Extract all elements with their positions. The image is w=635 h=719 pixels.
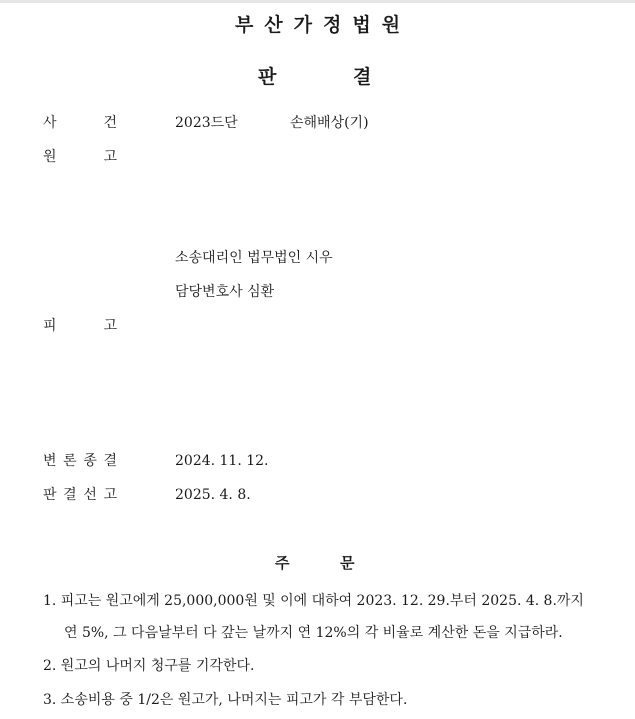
order-word: 29.부터 bbox=[427, 593, 477, 609]
judgment-date: 2025. 4. 8. bbox=[175, 487, 251, 503]
hearing-closed-label-char: 종 bbox=[83, 453, 97, 469]
order-word: 1. bbox=[43, 593, 57, 609]
judgment-date-label-char: 선 bbox=[83, 487, 97, 503]
plaintiff-label bbox=[43, 148, 117, 166]
judgment-date-label-char: 결 bbox=[63, 487, 77, 503]
order-word: 피고는 bbox=[60, 593, 102, 609]
document-title-part1: 판 bbox=[258, 66, 277, 88]
order-item-3: 3. 소송비용 중 1/2은 원고가, 나머지는 피고가 각 부담한다. bbox=[43, 692, 408, 708]
defendant-label-char: 피 bbox=[43, 318, 57, 334]
defendant-label bbox=[43, 317, 117, 335]
court-name: 부산가정법원 bbox=[234, 14, 412, 36]
page-top-edge bbox=[0, 0, 635, 3]
order-title-part1: 주 bbox=[275, 554, 290, 572]
hearing-closed-label bbox=[43, 452, 117, 470]
judgment-date-label-char: 고 bbox=[103, 487, 117, 503]
judgment-date-label bbox=[43, 486, 117, 504]
order-word: 12. bbox=[401, 593, 424, 609]
hearing-closed-date: 2024. 11. 12. bbox=[175, 453, 269, 469]
case-label bbox=[43, 114, 117, 132]
hearing-closed-label-char: 론 bbox=[63, 453, 77, 469]
order-word: 25,000,000원 bbox=[164, 593, 258, 609]
order-word: 이에 bbox=[280, 593, 308, 609]
order-item-2: 2. 원고의 나머지 청구를 기각한다. bbox=[43, 658, 255, 674]
case-number: 2023드단 bbox=[175, 115, 238, 131]
order-item-1-line-1 bbox=[43, 592, 584, 610]
hearing-closed-label-char: 변 bbox=[43, 453, 57, 469]
case-label-char: 사 bbox=[43, 115, 57, 131]
plaintiff-label-char: 원 bbox=[43, 149, 57, 165]
case-claim: 손해배상(기) bbox=[290, 115, 369, 131]
order-item-1-line-2: 연 5%, 그 다음날부터 다 갚는 날까지 연 12%의 각 비율로 계산한 돈을 지급하라. bbox=[64, 625, 563, 641]
order-word: 2025. bbox=[481, 593, 522, 609]
hearing-closed-label-char: 결 bbox=[103, 453, 117, 469]
case-label-char: 건 bbox=[103, 115, 117, 131]
plaintiff-label-char: 고 bbox=[103, 149, 117, 165]
plaintiff-attorney: 담당변호사 심환 bbox=[175, 284, 275, 300]
order-word: 8.까지 bbox=[543, 593, 584, 609]
order-word: 및 bbox=[262, 593, 276, 609]
defendant-label-char: 고 bbox=[103, 318, 117, 334]
order-title-part2: 문 bbox=[340, 554, 355, 572]
order-word: 4. bbox=[525, 593, 540, 609]
plaintiff-counsel: 소송대리인 법무법인 시우 bbox=[175, 250, 333, 266]
judgment-date-label-char: 판 bbox=[43, 487, 57, 503]
order-word: 원고에게 bbox=[105, 593, 160, 609]
order-word: 대하여 bbox=[311, 593, 353, 609]
document-title-part2: 결 bbox=[353, 66, 372, 88]
order-word: 2023. bbox=[356, 593, 397, 609]
